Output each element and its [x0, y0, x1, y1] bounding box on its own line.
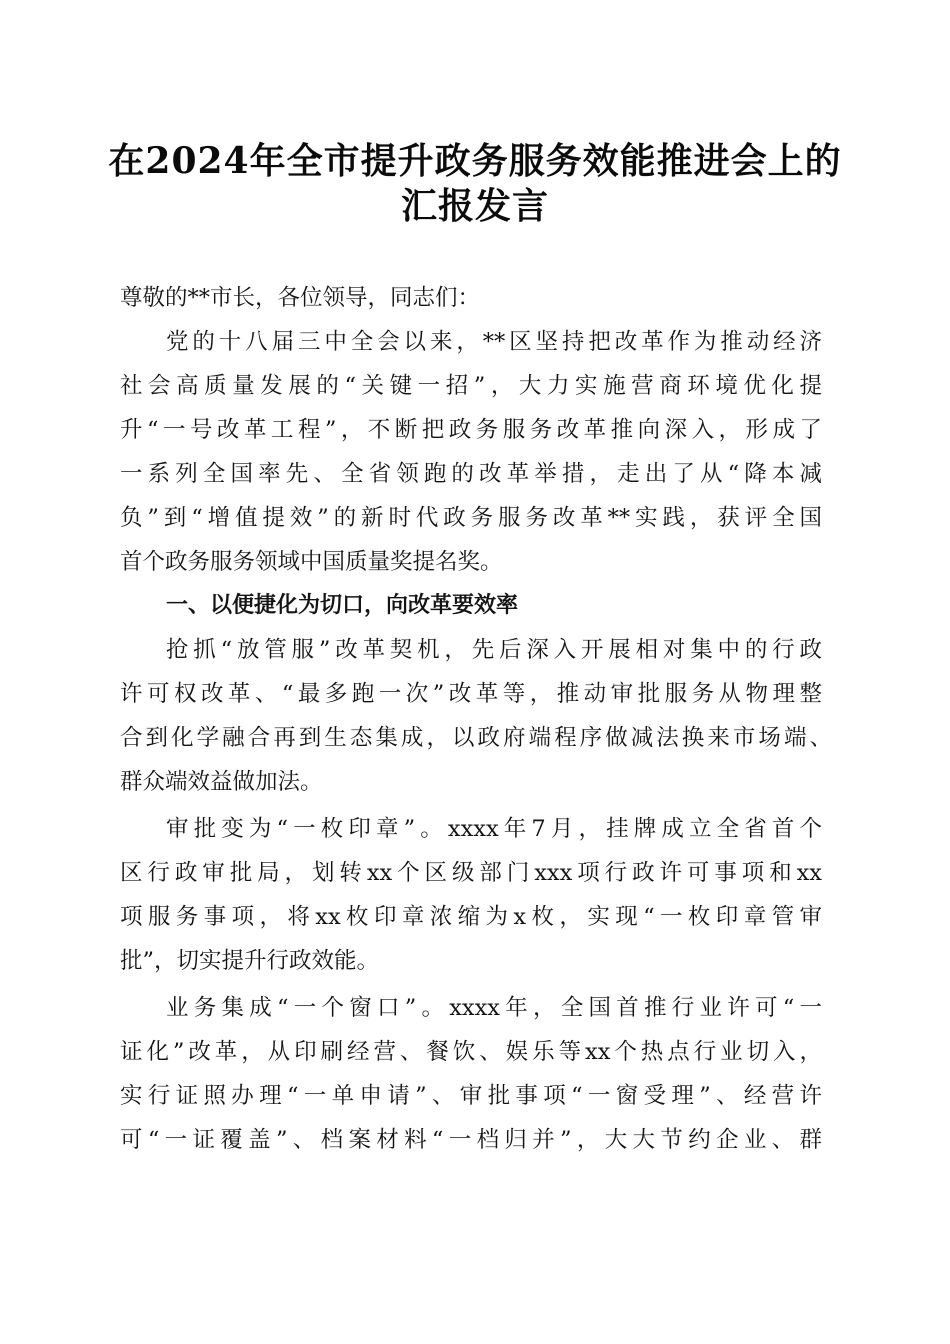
paragraph-3-line-3: 项服务事项，将xx枚印章浓缩为x枚，实现“一枚印章管审 — [120, 904, 822, 930]
paragraph-1-line-5: 负”到“增值提效”的新时代政务服务改革**实践，获评全国 — [120, 505, 822, 531]
paragraph-1-line-1: 党的十八届三中全会以来，**区坚持把改革作为推动经济 — [166, 329, 822, 355]
paragraph-2-line-4: 群众端效益做加法。 — [120, 769, 323, 795]
paragraph-1-line-3: 升“一号改革工程”，不断把政务服务改革推向深入，形成了 — [120, 417, 822, 443]
document-title-line-1: 在2024年全市提升政务服务效能推进会上的 — [108, 140, 842, 182]
paragraph-2-line-2: 许可权改革、“最多跑一次”改革等，推动审批服务从物理整 — [120, 681, 822, 707]
section-heading-1: 一、以便捷化为切口，向改革要效率 — [166, 593, 519, 618]
paragraph-4-line-2: 证化”改革，从印刷经营、餐饮、娱乐等xx个热点行业切入， — [120, 1039, 822, 1065]
paragraph-2-line-3: 合到化学融合再到生态集成，以政府端程序做减法换来市场端、 — [120, 725, 832, 751]
paragraph-1-line-6: 首个政务服务领域中国质量奖提名奖。 — [120, 549, 503, 575]
paragraph-4-line-3: 实行证照办理“一单申请”、审批事项“一窗受理”、经营许 — [120, 1083, 822, 1109]
paragraph-3-line-1: 审批变为“一枚印章”。xxxx年7月，挂牌成立全省首个 — [166, 816, 822, 842]
paragraph-3-line-4: 批”，切实提升行政效能。 — [120, 948, 380, 974]
paragraph-4-line-1: 业务集成“一个窗口”。xxxx年，全国首推行业许可“一 — [166, 995, 822, 1021]
paragraph-1-line-4: 一系列全国率先、全省领跑的改革举措，走出了从“降本减 — [120, 461, 822, 487]
paragraph-2-line-1: 抢抓“放管服”改革契机，先后深入开展相对集中的行政 — [166, 637, 822, 663]
paragraph-4-line-4: 可“一证覆盖”、档案材料“一档归并”，大大节约企业、群 — [120, 1127, 822, 1153]
document-title-line-2: 汇报发言 — [400, 185, 549, 227]
paragraph-1-line-2: 社会高质量发展的“关键一招”，大力实施营商环境优化提 — [120, 373, 822, 399]
paragraph-3-line-2: 区行政审批局，划转xx个区级部门xxx项行政许可事项和xx — [120, 860, 822, 886]
salutation: 尊敬的**市长，各位领导，同志们： — [120, 285, 481, 311]
